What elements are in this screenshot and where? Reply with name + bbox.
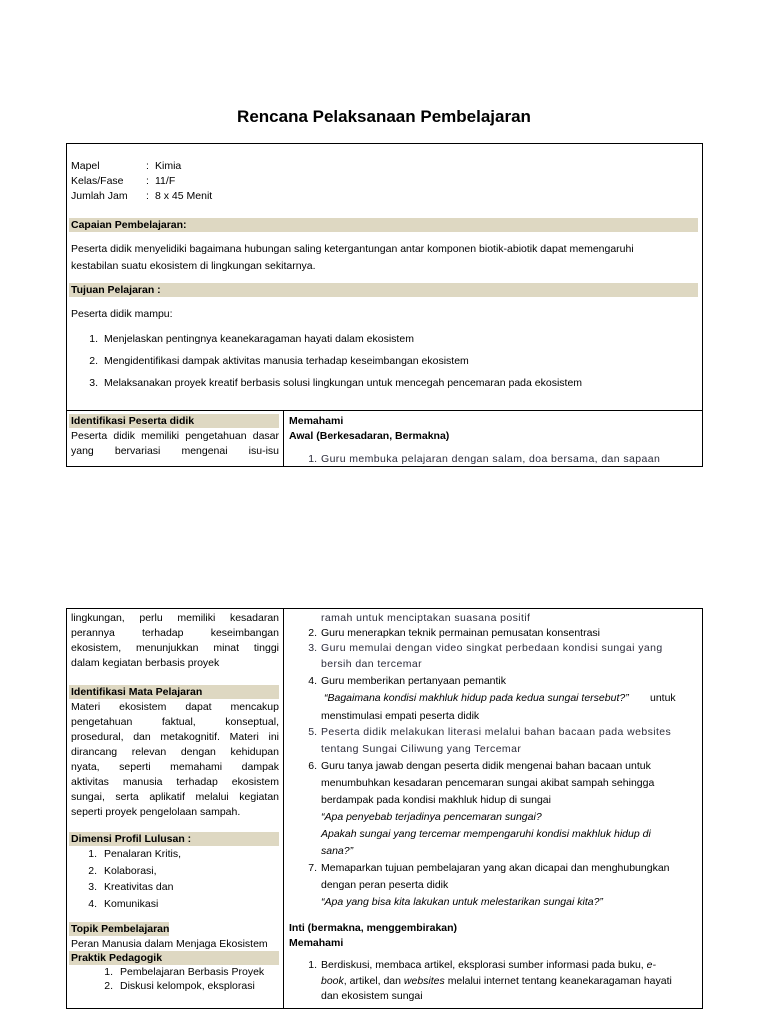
praktik-item-1: Pembelajaran Berbasis Proyek — [120, 966, 265, 978]
identifikasi-line-1: Peserta didik memiliki pengetahuan dasar — [71, 430, 279, 442]
profil-item-2: Kolaborasi, — [104, 865, 157, 877]
awal-item-6-q1: “Apa penyebab terjadinya pencemaran sungai? — [321, 811, 542, 823]
kegiatan-table-page2 — [66, 608, 703, 1009]
rpp-header-table — [66, 143, 703, 411]
praktik-item-2: Diskusi kelompok, eksplorasi — [120, 980, 255, 992]
inti-item-1b-post: melalui internet tentang keanekaragaman hayati — [447, 975, 672, 987]
awal-item-1: Guru membuka pelajaran dengan salam, doa bersama, dan sapaan — [321, 453, 661, 465]
inti-heading: Inti (bermakna, menggembirakan) — [289, 922, 458, 934]
page-title: Rencana Pelaksanaan Pembelajaran — [237, 107, 531, 126]
awal-item-3b: bersih dan tercemar — [321, 658, 422, 670]
awal-item-4-cont: menstimulasi empati peserta didik — [321, 710, 480, 722]
identifikasi-cont-4: dalam kegiatan berbasis proyek — [71, 657, 220, 669]
tujuan-intro: Peserta didik mampu: — [71, 308, 173, 320]
inti-item-1a — [321, 958, 656, 972]
tujuan-item-1: Menjelaskan pentingnya keanekaragaman hayati dalam ekosistem — [104, 333, 414, 345]
inti-item-1b-websites: websites — [403, 975, 445, 987]
awal-item-4-question: “Bagaimana kondisi makhluk hidup pada kedua sungai tersebut?” — [324, 692, 629, 704]
awal-item-1-cont: ramah untuk menciptakan suasana positif — [321, 612, 531, 624]
awal-item-6b: menumbuhkan kesadaran pencemaran sungai akibat sampah sehingga — [321, 777, 655, 789]
identifikasi-cont-3: ekosistem, menunjukkan minat tinggi — [71, 642, 279, 654]
mapel-line-2: pengetahuan faktual, konseptual, — [71, 716, 279, 728]
awal-heading: Awal (Berkesadaran, Bermakna) — [289, 430, 450, 442]
praktik-num-1: 1. — [104, 966, 113, 978]
topik-text: Peran Manusia dalam Menjaga Ekosistem — [71, 938, 268, 950]
awal-num-5: 5. — [308, 726, 317, 738]
inti-item-1b-mid: , artikel, dan — [343, 975, 401, 987]
inti-item-1b — [321, 974, 672, 988]
mapel-line-7: sungai, serta aplikatif melalui kegiatan — [71, 791, 279, 803]
mapel-line-8: seperti proyek pengelolaan sampah. — [71, 806, 241, 818]
profil-item-3: Kreativitas dan — [104, 881, 174, 893]
tujuan-num-1: 1. — [89, 333, 98, 345]
awal-item-2: Guru menerapkan teknik permainan pemusatan konsentrasi — [321, 627, 600, 639]
identifikasi-mapel-heading: Identifikasi Mata Pelajaran — [71, 686, 203, 698]
inti-item-1a-ebook: e- — [646, 959, 656, 971]
identifikasi-peserta-heading: Identifikasi Peserta didik — [71, 415, 195, 427]
praktik-num-2: 2. — [104, 980, 113, 992]
inti-item-1c: dan ekosistem sungai — [321, 990, 423, 1002]
awal-num-4: 4. — [308, 675, 317, 687]
mapel-sep: : — [146, 160, 149, 172]
profil-heading: Dimensi Profil Lulusan : — [71, 833, 192, 845]
inti-item-1a-text: Berdiskusi, membaca artikel, eksplorasi sumber informasi pada buku, — [321, 959, 644, 971]
jam-value: 8 x 45 Menit — [155, 190, 213, 202]
kelas-label: Kelas/Fase — [71, 175, 124, 187]
identifikasi-line-2: yang bervariasi mengenai isu-isu — [71, 445, 279, 457]
column-divider — [283, 411, 284, 466]
jam-label: Jumlah Jam — [71, 190, 128, 202]
tujuan-band — [69, 283, 698, 297]
awal-item-6-q2: Apakah sungai yang tercemar mempengaruhi kondisi makhluk hidup di — [321, 828, 651, 840]
praktik-heading: Praktik Pedagogik — [71, 952, 163, 964]
profil-num-4: 4. — [88, 898, 97, 910]
awal-item-4: Guru memberikan pertanyaan pemantik — [321, 675, 507, 687]
kelas-sep: : — [146, 175, 149, 187]
mapel-line-3: prosedural, dan metakognitif. Materi ini — [71, 731, 279, 743]
column-divider-2 — [283, 609, 284, 1008]
jam-sep: : — [146, 190, 149, 202]
awal-item-4-question-tail: untuk — [650, 692, 676, 704]
profil-num-2: 2. — [88, 865, 97, 877]
kelas-value: 11/F — [155, 175, 176, 187]
awal-item-6a: Guru tanya jawab dengan peserta didik mengenai bahan bacaan untuk — [321, 760, 651, 772]
identifikasi-cont-2: perannya terhadap keseimbangan — [71, 627, 279, 639]
mapel-line-5: nyata, seperti memahami dampak — [71, 761, 279, 773]
inti-memahami-heading: Memahami — [289, 937, 344, 949]
awal-item-6-q3: sana?” — [321, 845, 354, 857]
capaian-heading: Capaian Pembelajaran: — [71, 219, 187, 231]
tujuan-heading: Tujuan Pelajaran : — [71, 284, 161, 296]
identifikasi-cont-1: lingkungan, perlu memiliki kesadaran — [71, 612, 279, 624]
awal-item-7-question: “Apa yang bisa kita lakukan untuk melestarikan sungai kita?” — [321, 896, 603, 908]
awal-item-3a: Guru memulai dengan video singkat perbedaan kondisi sungai yang — [321, 642, 663, 654]
awal-item-5a: Peserta didik melakukan literasi melalui bahan bacaan pada websites — [321, 726, 672, 738]
inti-num-1: 1. — [308, 959, 317, 971]
tujuan-num-3: 3. — [89, 377, 98, 389]
topik-heading: Topik Pembelajaran — [71, 923, 170, 935]
mapel-line-1: Materi ekosistem dapat mencakup — [71, 701, 279, 713]
capaian-line-2: kestabilan suatu ekosistem di lingkungan sekitarnya. — [71, 260, 316, 272]
capaian-line-1: Peserta didik menyelidiki bagaimana hubungan saling ketergantungan antar komponen biotik-abiotik dapat memengaruhi — [71, 243, 634, 255]
profil-item-1: Penalaran Kritis, — [104, 848, 182, 860]
profil-num-3: 3. — [88, 881, 97, 893]
awal-item-7a: Memaparkan tujuan pembelajaran yang akan dicapai dan menghubungkan — [321, 862, 670, 874]
mapel-line-6: aktivitas manusia terhadap ekosistem — [71, 776, 279, 788]
awal-num-6: 6. — [308, 760, 317, 772]
awal-item-5b: tentang Sungai Ciliwung yang Tercemar — [321, 743, 522, 755]
awal-num-3: 3. — [308, 642, 317, 654]
awal-num-7: 7. — [308, 862, 317, 874]
awal-item-6c: berdampak pada kondisi makhluk hidup di sungai — [321, 794, 551, 806]
awal-num-1: 1. — [308, 453, 317, 465]
inti-item-1b-book: book — [321, 975, 344, 987]
memahami-heading: Memahami — [289, 415, 344, 427]
awal-num-2: 2. — [308, 627, 317, 639]
tujuan-item-2: Mengidentifikasi dampak aktivitas manusia terhadap keseimbangan ekosistem — [104, 355, 469, 367]
profil-item-4: Komunikasi — [104, 898, 159, 910]
mapel-line-4: dirancang relevan dengan kehidupan — [71, 746, 279, 758]
profil-num-1: 1. — [88, 848, 97, 860]
mapel-label: Mapel — [71, 160, 100, 172]
tujuan-num-2: 2. — [89, 355, 98, 367]
awal-item-7b: dengan peran peserta didik — [321, 879, 449, 891]
mapel-value: Kimia — [155, 160, 182, 172]
kegiatan-table-page1 — [66, 410, 703, 467]
tujuan-item-3: Melaksanakan proyek kreatif berbasis solusi lingkungan untuk mencegah pencemaran pada ekosistem — [104, 377, 583, 389]
